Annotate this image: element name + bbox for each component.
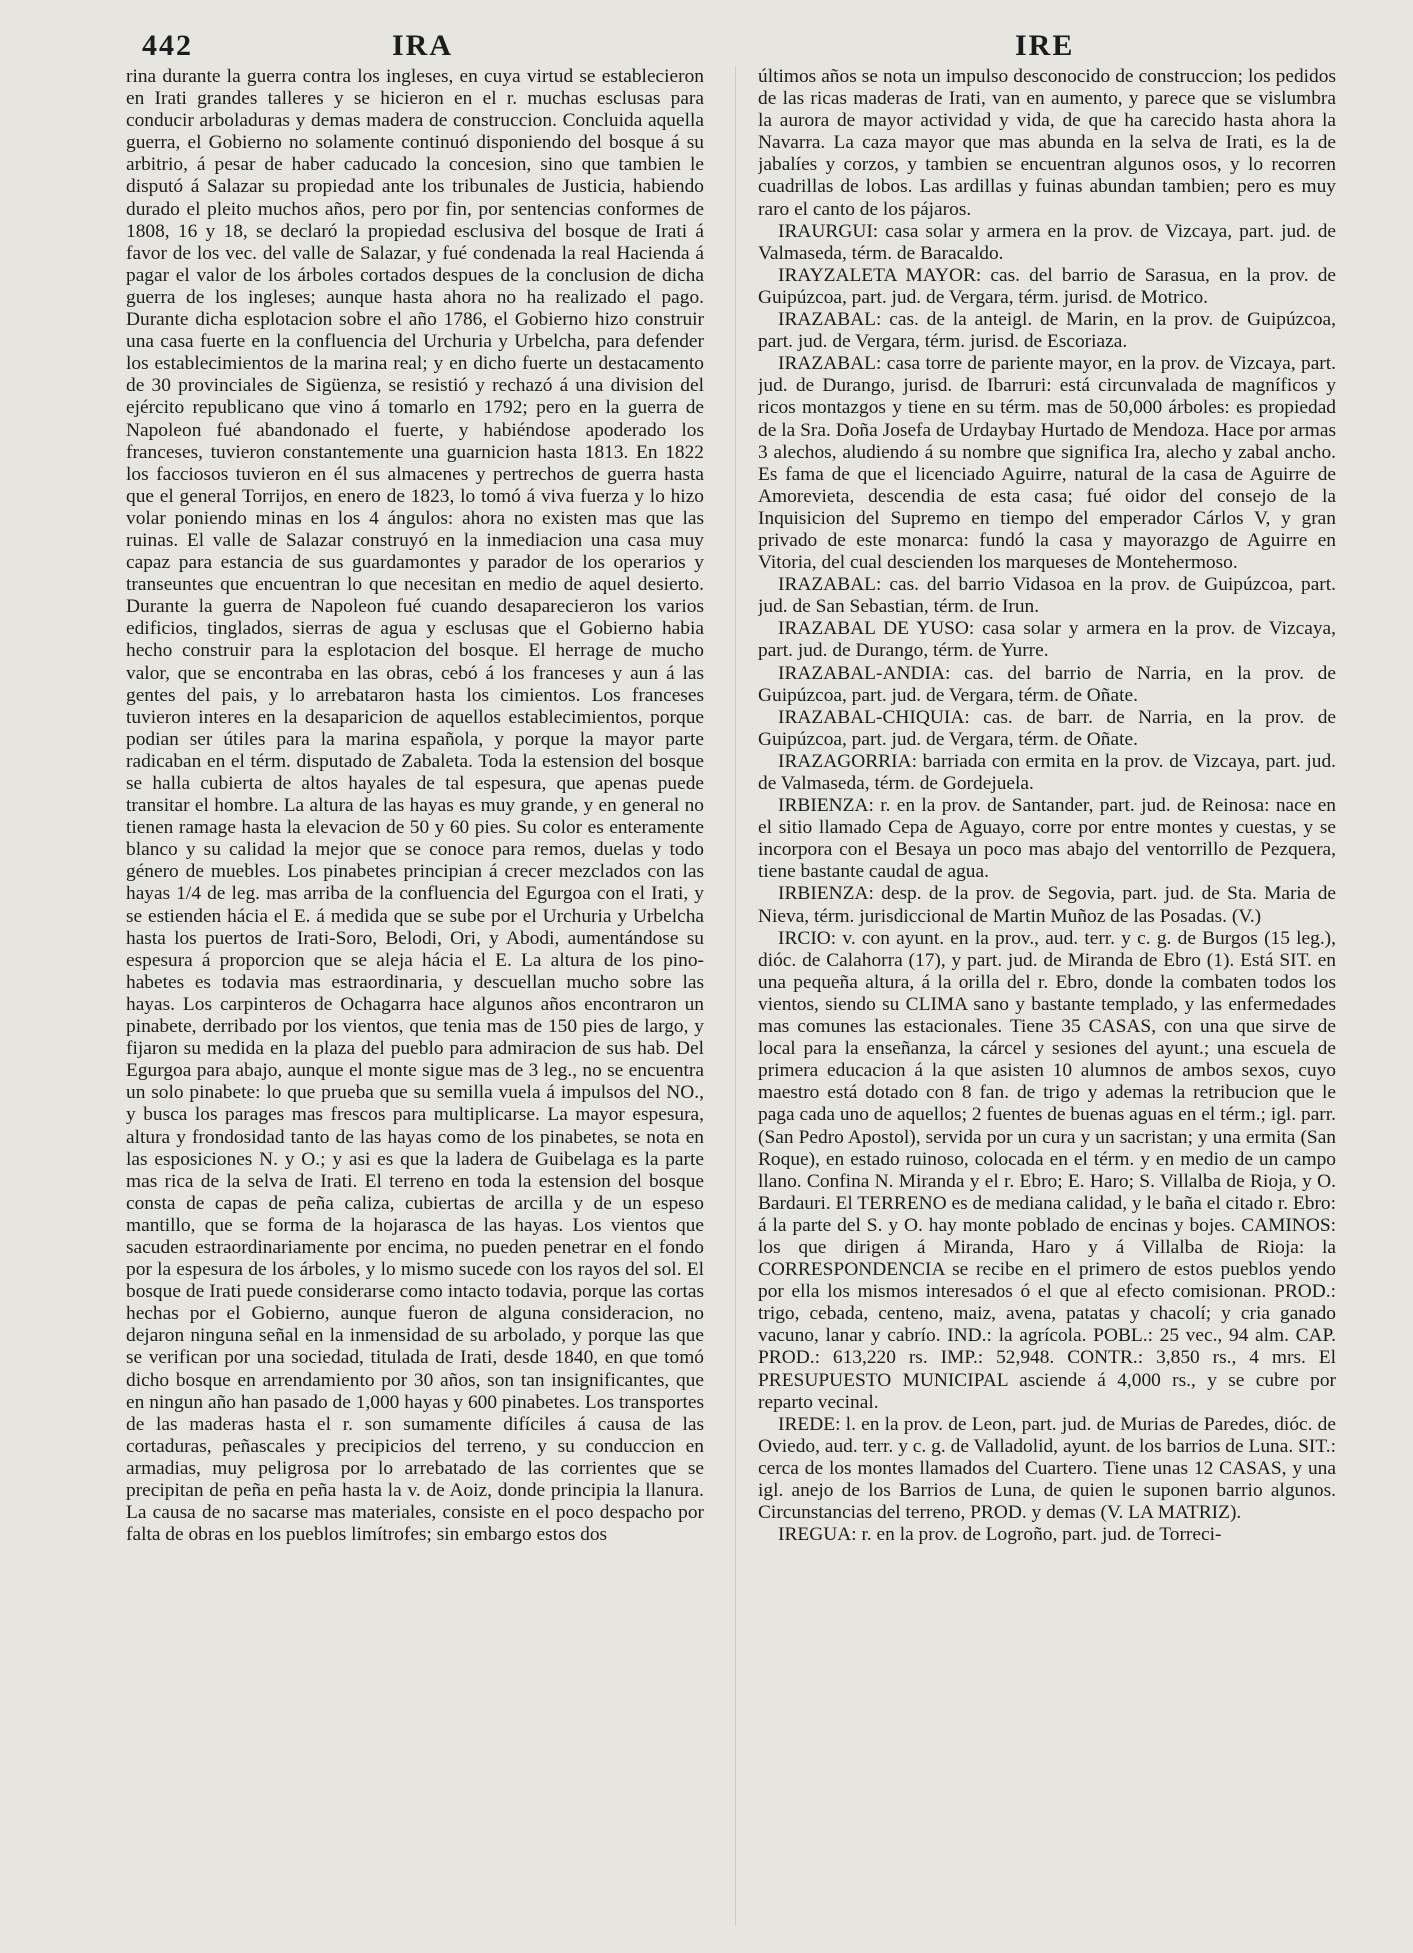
entry-iregua: IREGUA: r. en la prov. de Logroño, part. jud. de Torreci- [778, 1524, 1222, 1546]
column-divider [735, 66, 736, 1926]
left-column [126, 66, 704, 1926]
entry-irazabal-de-yuso: IRAZABAL DE YUSO: casa solar y armera en la prov. de Vizcaya, part. jud. de Durango, térm. de Yurre. [758, 618, 1336, 662]
entry-ircio: IRCIO: v. con ayunt. en la prov., aud. terr. y c. g. de Burgos (15 leg.), dióc. de Calahorra (17), y part. jud. de Miranda de Ebro (1). Está SIT. en una pequeña altura, á la orilla del r. Ebro, donde la combaten todos los vientos, siendo su CLIMA sano y bastante templado, y las enfermedades mas comunes las estacionales. Tiene 35 CASAS, con una que sirve de local para la enseñanza, la cárcel y sesiones del ayunt.; una escuela de primera educacion á la que asisten 10 alumnos de ambos sexos, cuyo maestro está dotado con 8 fan. de trigo y ademas la retribucion que le paga cada uno de aquellos; 2 fuentes de buenas aguas en el térm.; igl. parr. (San Pedro Apostol), servida por un cura y un sacristan; y una ermita (San Roque), en estado ruinoso, colocada en el térm. y en medio de un campo llano. Confina N. Miranda y el r. Ebro; E. Haro; S. Villalba de Rioja, y O. Bardauri. El TERRENO es de mediana calidad, y le baña el citado r. Ebro: á la parte del S. y O. hay monte poblado de encinas y bojes. CAMINOS: los que dirigen á Miranda, Haro y á Villalba de Rioja: la CORRESPONDENCIA se recibe en el primero de estos pueblos yendo por ella los mismos interesados ó el que al efecto comisionan. PROD.: trigo, cebada, centeno, maiz, avena, patatas y chacolí; y cria ganado vacuno, lanar y cabrío. IND.: la agrícola. POBL.: 25 vec., 94 alm. CAP. PROD.: 613,220 rs. IMP.: 52,948. CONTR.: 3,850 rs., 4 mrs. El PRESUPUESTO MUNICIPAL asciende á 4,000 rs., y se cubre por reparto vecinal. [758, 927, 1336, 1413]
right-column [758, 66, 1336, 1926]
page-header [0, 26, 1413, 66]
entry-irazabal-marin: IRAZABAL: cas. de la anteigl. de Marin, en la prov. de Guipúzcoa, part. jud. de Vergara, térm. jurisd. de Escoriaza. [758, 309, 1336, 353]
entry-irazagorria: IRAZAGORRIA: barriada con ermita en la prov. de Vizcaya, part. jud. de Valmaseda, térm. de Gordejuela. [758, 750, 1336, 794]
entry-irbienza-desp: IRBIENZA: desp. de la prov. de Segovia, part. jud. de Sta. Maria de Nieva, térm. jurisdiccional de Martin Muñoz de las Posadas. (V.) [758, 883, 1336, 927]
entry-irazabal-torre: IRAZABAL: casa torre de pariente mayor, en la prov. de Vizcaya, part. jud. de Durango, jurisd. de Ibarruri: está circunvalada de magníficos y ricos montazgos y tiene en su térm. mas de 50,000 árboles: es propiedad de la Sra. Doña Josefa de Urdaybay Hurtado de Mendoza. Hace por armas 3 alechos, aludiendo á su nombre que significa Ira, alecho y zabal ancho. Es fama de que el licenciado Aguirre, natural de la casa de Aguirre de Amorevieta, descendia de esta casa; fué oidor del consejo de la Inquisicion del Supremo en tiempo del emperador Cárlos V, y gran privado de este monarca: fundó la casa y mayorazgo de Aguirre en Vitoria, del cual descienden los marqueses de Montehermoso. [758, 353, 1336, 574]
entry-irazabal-andia: IRAZABAL-ANDIA: cas. del barrio de Narria, en la prov. de Guipúzcoa, part. jud. de Vergara, térm. de Oñate. [758, 662, 1336, 706]
continuation-paragraph: últimos años se nota un impulso desconocido de construccion; los pedidos de las ricas maderas de Irati, van en aumento, y parece que se vislumbra la aurora de mayor actividad y vida, de que ha carecido hasta ahora la Navarra. La caza mayor que mas abunda en la selva de Irati, es la de jabalíes y corzos, y tambien se encuentran algunos osos, y lo recorren cuadrillas de lobos. Las ardillas y fuinas abundan tambien; pero es muy raro el canto de los pájaros. [758, 66, 1336, 220]
entry-irazabal-vidasoa: IRAZABAL: cas. del barrio Vidasoa en la prov. de Guipúzcoa, part. jud. de San Sebastian, térm. de Irun. [758, 574, 1336, 618]
entry-irazabal-chiquia: IRAZABAL-CHIQUIA: cas. de barr. de Narria, en la prov. de Guipúzcoa, part. jud. de Vergara, térm. de Oñate. [758, 706, 1336, 750]
entry-irayzaleta-mayor: IRAYZALETA MAYOR: cas. del barrio de Sarasua, en la prov. de Guipúzcoa, part. jud. de Vergara, térm. jurisd. de Motrico. [758, 264, 1336, 308]
page-number: 442 [142, 29, 193, 62]
left-running-head: IRA [392, 29, 454, 62]
entry-irede: IREDE: l. en la prov. de Leon, part. jud. de Murias de Paredes, dióc. de Oviedo, aud. terr. y c. g. de Valladolid, ayunt. de los barrios de Luna. SIT.: cerca de los montes llamados del Cuartero. Tiene unas 12 CASAS, y una igl. anejo de los Barrios de Luna, de quien le suponen barrio algunos. Circunstancias del terreno, PROD. y demas (V. LA MATRIZ). [758, 1413, 1336, 1524]
entry-irbienza-rio: IRBIENZA: r. en la prov. de Santander, part. jud. de Reinosa: nace en el sitio llamado Cepa de Aguayo, corre por entre montes y cuestas, y se incorpora con el Besaya un poco mas abajo del ventorrillo de Pezquera, tiene bastante caudal de agua. [758, 795, 1336, 883]
left-column-text: rina durante la guerra contra los ingleses, en cuya virtud se establecieron en Irati grandes talleres y se hicieron en el r. muchas esclusas para conducir arboladuras y demas madera de construccion. Concluida aquella guerra, el Gobierno no solamente continuó disponiendo del bosque á su arbitrio, á pesar de haber caducado la concesion, sino que tambien le disputó á Salazar su propiedad ante los tribunales de Justicia, habiendo durado el pleito muchos años, pero por fin, por sentencias conformes de 1808, 16 y 18, se declaró la propiedad esclusiva del bosque de Irati á favor de los vec. del valle de Salazar, y fué condenada la real Hacienda á pagar el valor de los árboles cortados despues de la conclusion de dicha guerra de los ingleses; aunque hasta ahora no ha realizado el pago. Durante dicha esplotacion sobre el año 1786, el Gobierno hizo construir una casa fuerte en la confluencia del Urchuria y Urbelcha, para defender los establecimientos de la marina real; y en dicho fuerte un destacamento de 30 provinciales de Sigüenza, se resistió y rechazó á una division del ejército republicano que vino á tomarlo en 1792; pero en la guerra de Napoleon fué abandonado el fuerte, y habiéndose apoderado los franceses, tuvieron constantemente una guarnicion hasta 1813. En 1822 los facciosos tuvieron en él sus almacenes y pertrechos de guerra hasta que el general Torrijos, en enero de 1823, lo tomó á viva fuerza y lo hizo volar poniendo minas en los 4 ángulos: ahora no existen mas que las ruinas. El valle de Salazar construyó en la inmediacion una casa muy capaz para estancia de sus guardamontes y parador de los operarios y transeuntes que encuentran lo que necesitan en medio de aquel desierto. Durante la guerra de Napoleon fué cuando desaparecieron los varios edificios, tinglados, sierras de agua y esclusas que el Gobierno habia hecho construir para la esplotacion del bosque. El herrage de mucho valor, que se encontraba en las obras, cebó á los franceses y aun á las gentes del pais, y lo arrebataron hasta los cimientos. Los franceses tuvieron interes en la desaparicion de aquellos establecimientos, porque podian ser útiles para la marina española, y porque la mayor parte radicaban en el térm. disputado de Zabaleta. Toda la estension del bosque se halla cubierta de altos hayales de tal espesura, que apenas puede transitar el hombre. La altura de las hayas es muy grande, y en general no tienen ramage hasta la elevacion de 50 y 60 pies. Su color es enteramente blanco y su calidad la mejor que se conoce para remos, duelas y todo género de muebles. Los pinabetes principian á crecer mezclados con las hayas 1/4 de leg. mas arriba de la confluencia del Egurgoa con el Irati, y se estienden hácia el E. á medida que se sube por el Urchuria y Urbelcha hasta los puertos de Irati-Soro, Belodi, Ori, y Abodi, aumentándose su espesura á proporcion que se aleja hácia el E. La altura de los pino-habetes es todavia mas estraordinaria, y descuellan mucho sobre las hayas. Los carpinteros de Ochagarra hace algunos años encontraron un pinabete, derribado por los vientos, que tenia mas de 150 pies de largo, y fijaron su medida en la plaza del pueblo para admiracion de sus hab. Del Egurgoa para abajo, aunque el monte sigue mas de 3 leg., no se encuentra un solo pinabete: lo que prueba que su semilla vuela á impulsos del NO., y busca los parages mas frescos para multiplicarse. La mayor espesura, altura y frondosidad tanto de las hayas como de los pinabetes, se nota en las esposiciones N. y O.; y asi es que la ladera de Guibelaga es la parte mas rica de la selva de Irati. El terreno en toda la estension del bosque consta de capas de peña caliza, cubiertas de arcilla y de un espeso mantillo, que se forma de la hojarasca de las hayas. Los vientos que sacuden estraordinariamente por encima, no pueden penetrar en el fondo por la espesura de los árboles, y lo mismo sucede con los rayos del sol. El bosque de Irati puede considerarse como intacto todavia, porque las cortas hechas por el Gobierno, aunque fueron de alguna consideracion, no dejaron ninguna señal en la inmensidad de su arbolado, y porque las que se verifican por una sociedad, titulada de Irati, desde 1840, en que tomó dicho bosque en arrendamiento por 30 años, son tan insignificantes, que en ningun año han pasado de 1,000 hayas y 600 pinabetes. Los transportes de las maderas hasta el r. son sumamente difíciles á causa de las cortaduras, peñascales y precipicios del terreno, y su conduccion en armadias, muy peligrosa por lo arrebatado de las corrientes que se precipitan de peña en peña hasta la v. de Aoiz, donde principia la llanura. La causa de no sacarse mas materiales, consiste en el poco despacho por falta de obras en los pueblos limítrofes; sin embargo estos dos [126, 66, 704, 1546]
right-running-head: IRE [1015, 29, 1075, 62]
entry-irargui: IRAURGUI: casa solar y armera en la prov. de Vizcaya, part. jud. de Valmaseda, térm. de Baracaldo. [758, 220, 1336, 264]
